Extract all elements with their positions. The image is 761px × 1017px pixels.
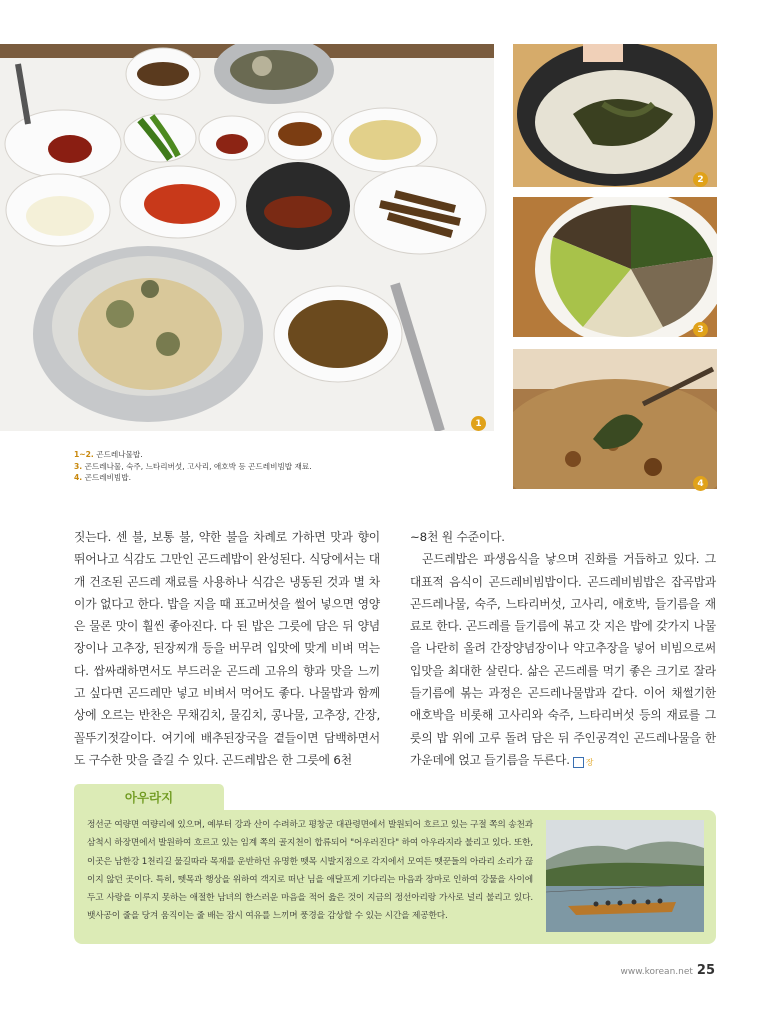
photo-badge-3: 3 — [693, 322, 708, 337]
photo-badge-2: 2 — [693, 172, 708, 187]
paragraph: ~8천 원 수준이다. — [410, 530, 505, 544]
page-number: 25 — [696, 963, 715, 978]
footer-url: www.korean.net — [620, 967, 693, 977]
sidebar-text: 정선군 여량면 여량리에 있으며, 예부터 강과 산이 수려하고 평창군 대관령면에서 발원되어 흐르고 있는 구절 쪽의 송천과 삼척시 하장면에서 발원하여 흐르고 있는 임계 쪽의 골지천이 합류되어 "어우러진다" 하여 아우라지라 불리고 있다. 또한, 이곳은 남한강 1천리길 물길따라 목재를 운반하던 유명한 뗏목 시발지점으로 각지에서 모여든 뗏꾼들의 아라리 소리가 끊이지 않던 곳이다. 특히, 뗏목과 행상을 위하여 객지로 떠난 님을 애달프게 기다리는 마음과 장마로 인하여 강물을 사이에 두고 사랑을 이루지 못하는 애절한 남녀의 한스러운 마음을 적어 읊은 것이 지금의 정선아리랑 가사로 널리 불리고 있다. 뱃사공이 줄을 당겨 움직이는 줄 배는 잠시 여유를 느끼며 풍경을 감상할 수 있는 시간을 제공한다. — [87, 820, 533, 922]
photo-captions — [74, 449, 312, 484]
end-mark-icon: 장 — [573, 757, 584, 768]
photo-badge-1: 1 — [471, 416, 486, 431]
photo-badge-4: 4 — [693, 476, 708, 491]
caption-line: 3. 곤드레나물, 숙주, 느타리버섯, 고사리, 애호박 등 곤드레비빔밥 재료. — [74, 461, 312, 471]
paragraph: 짓는다. 센 불, 보통 불, 약한 불을 차례로 가하면 맛과 향이 뛰어나고 식감도 그만인 곤드레밥이 완성된다. 식당에서는 대개 건조된 곤드레 재료를 사용하나 식감은 냉동된 것과 별 차이가 없다고 한다. 밥을 지을 때 표고버섯을 썰어 넣으면 영양은 물론 맛이 훨씬 좋아진다. 다 된 밥은 그릇에 담은 뒤 양념장이나 고추장, 된장찌개 등을 버무려 입맛에 맞게 비벼 먹는다. 쌉싸래하면서도 부드러운 곤드레 고유의 향과 맛을 느끼고 싶다면 곤드레만 넣고 비벼서 먹어도 좋다. 나물밥과 함께 상에 오르는 반찬은 무채김치, 물김치, 콩나물, 고추장, 간장, 꼴뚜기젓갈이다. 여기에 배추된장국을 곁들이면 담백하면서도 구수한 맛을 즐길 수 있다. 곤드레밥은 한 그릇에 6천 — [74, 530, 380, 767]
photo-table-setting — [0, 44, 494, 431]
caption-line: 1~2. 곤드레나물밥. — [74, 450, 143, 459]
photo-pot-rice — [513, 44, 717, 187]
page-footer — [621, 963, 716, 978]
photo-auraji-river — [546, 820, 704, 932]
caption-line: 4. 곤드레비빔밥. — [74, 473, 132, 483]
sidebar-title: 아우라지 — [74, 784, 224, 810]
photo-bibimbap-ingredients — [513, 197, 717, 337]
article-right-column — [410, 526, 716, 771]
article-left-column — [74, 526, 380, 771]
photo-bibimbap — [513, 349, 717, 489]
paragraph: 곤드레밥은 파생음식을 낳으며 진화를 거듭하고 있다. 그 대표적 음식이 곤드레비빔밥이다. 곤드레비빔밥은 잡곡밥과 곤드레나물, 숙주, 느타리버섯, 고사리, 애호박, 들기름을 재료로 한다. 곤드레를 들기름에 볶고 갓 지은 밥에 갖가지 나물을 나란히 올려 간장양념장이나 약고추장을 넣어 비빔으로써 입맛을 최대한 살린다. 삶은 곤드레를 먹기 좋은 크기로 잘라 들기름에 볶는 과정은 곤드레나물밥과 같다. 이어 채썰기한 애호박을 비롯해 고사리와 숙주, 느타리버섯 등의 재료를 그릇의 밥 위에 고루 돌려 담은 뒤 주인공격인 곤드레나물을 한가운데에 얹고 들기름을 두른다. 장 — [410, 552, 716, 767]
